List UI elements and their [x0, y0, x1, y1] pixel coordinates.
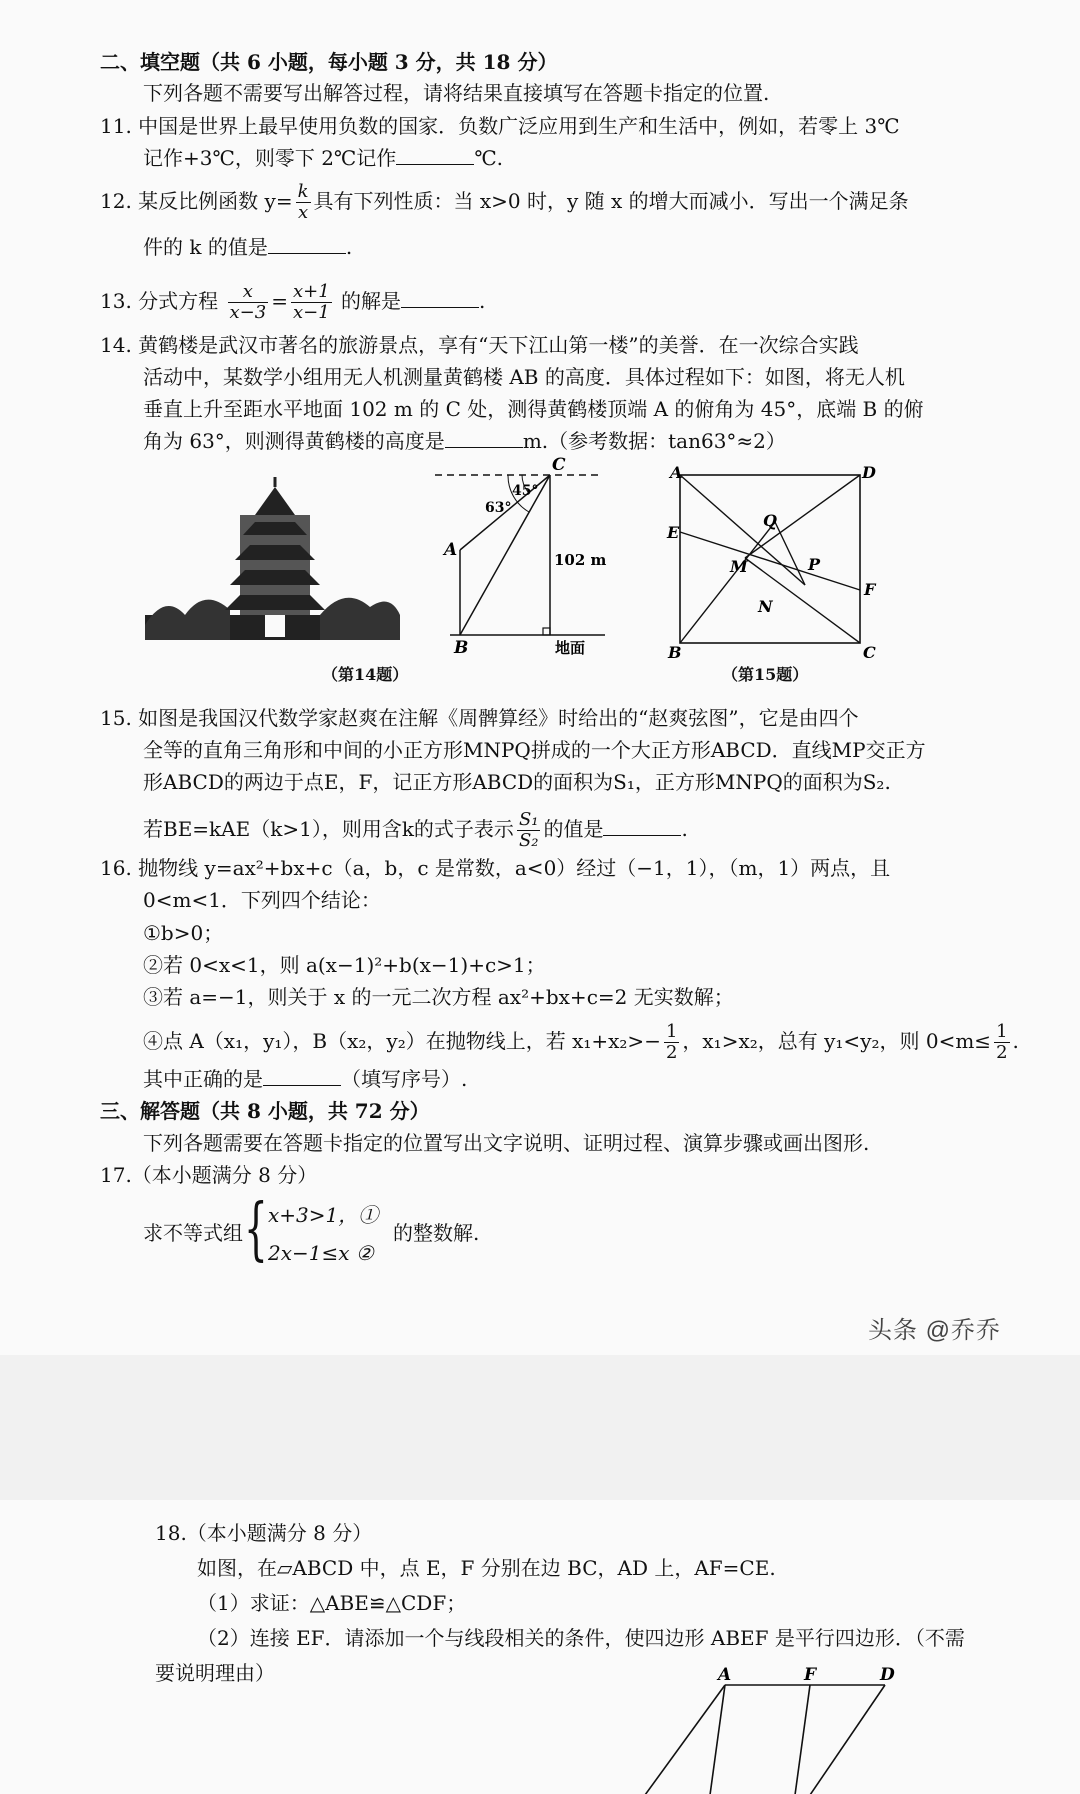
q15-line1: 15. 如图是我国汉代数学家赵爽在注解《周髀算经》时给出的“赵爽弦图”，它是由四个 — [100, 706, 859, 730]
q12-end: . — [345, 235, 353, 259]
q13-num1: x — [228, 282, 269, 303]
q18-label-D: D — [880, 1665, 895, 1685]
q12-line1 — [100, 182, 909, 223]
q15-text-a: 若BE=kAE（k>1），则用含k的式子表示 — [143, 817, 514, 841]
q17-ineq1: x+3>1，① — [268, 1203, 379, 1227]
q18-label-A: A — [718, 1665, 732, 1685]
q15-line4 — [143, 810, 688, 851]
q16-c4-num1: 1 — [665, 1021, 678, 1042]
q12-answer-blank[interactable] — [268, 236, 346, 254]
q12-text-a: 12. 某反比例函数 y= — [100, 189, 293, 213]
q15-denominator: S₂ — [518, 830, 539, 851]
q17-head: 17.（本小题满分 8 分） — [100, 1163, 318, 1187]
q15-fraction — [517, 810, 541, 851]
q16-c4-end: . — [1012, 1029, 1019, 1053]
q11-unit: ℃. — [474, 146, 504, 170]
section2-instruction: 下列各题不需要写出解答过程，请将结果直接填写在答题卡指定的位置. — [143, 81, 770, 105]
q14-text-a: 角为 63°，则测得黄鹤楼的高度是 — [143, 429, 445, 453]
yellow-crane-tower-image — [145, 475, 405, 655]
fig15-label-M: M — [730, 557, 748, 576]
fig14-caption: （第14题） — [322, 665, 409, 684]
q17-brace: { — [244, 1190, 268, 1269]
fig15-label-N: N — [758, 597, 773, 616]
q11-line2 — [143, 145, 503, 171]
q11-answer-blank[interactable] — [396, 147, 474, 165]
fig14-diagram — [430, 455, 630, 655]
fig15-label-Q: Q — [763, 511, 777, 530]
q15-line2: 全等的直角三角形和中间的小正方形MNPQ拼成的一个大正方形ABCD．直线MP交正方 — [143, 738, 926, 762]
fig14-label-B: B — [454, 638, 469, 655]
q18-line1: 如图，在▱ABCD 中，点 E，F 分别在边 BC，AD 上，AF=CE. — [197, 1556, 776, 1580]
q18-part2: （2）连接 EF．请添加一个与线段相关的条件，使四边形 ABEF 是平行四边形．（不需 — [197, 1626, 965, 1650]
q18-label-F: F — [804, 1665, 817, 1685]
q13-suffix: 的解是 — [341, 289, 402, 313]
q14-line4 — [143, 428, 786, 454]
q16-c4-num2: 1 — [996, 1021, 1008, 1042]
q16-answer-text-b: （填写序号）. — [341, 1067, 468, 1091]
q11-text: 记作+3℃，则零下 2℃记作 — [143, 146, 397, 170]
q16-line2: 0<m<1．下列四个结论： — [143, 888, 381, 912]
fig15-label-C: C — [863, 643, 876, 662]
q12-numerator: k — [297, 181, 309, 202]
q15-text-b: 的值是 — [543, 817, 604, 841]
q15-line3: 形ABCD的两边于点E，F，记正方形ABCD的面积为S₁，正方形MNPQ的面积为S₂. — [143, 770, 891, 794]
fig15-label-E: E — [667, 523, 680, 542]
q13-line — [100, 282, 485, 323]
q16-conclusion-1: ①b>0； — [143, 921, 224, 945]
q12-line2 — [143, 234, 352, 260]
q16-conclusion-3: ③若 a=−1，则关于 x 的一元二次方程 ax²+bx+c=2 无实数解； — [143, 985, 734, 1009]
q13-den1: x−3 — [229, 302, 267, 323]
q13-den2: x−1 — [292, 302, 330, 323]
fig15-diagram — [660, 460, 880, 665]
q12-text-c: 件的 k 的值是 — [143, 235, 268, 259]
q14-line1: 14. 黄鹤楼是武汉市著名的旅游景点，享有“天下江山第一楼”的美誉．在一次综合实践 — [100, 333, 859, 357]
q18-part2-cont: 要说明理由） — [155, 1661, 275, 1685]
q13-prefix: 13. 分式方程 — [100, 289, 219, 313]
q17-prefix: 求不等式组 — [143, 1221, 243, 1245]
q16-c4-fraction-2 — [994, 1022, 1009, 1063]
fig15-label-B: B — [668, 643, 682, 662]
q16-c4-text-b: ，x₁>x₂，总有 y₁<y₂，则 0<m≤ — [682, 1029, 992, 1053]
q13-end: . — [479, 289, 486, 313]
q16-c4-den1: 2 — [665, 1042, 678, 1063]
q18-head: 18.（本小题满分 8 分） — [155, 1521, 373, 1545]
q16-conclusion-2: ②若 0<x<1，则 a(x−1)²+b(x−1)+c>1； — [143, 953, 546, 977]
q16-c4-text-a: ④点 A（x₁，y₁），B（x₂，y₂）在抛物线上，若 x₁+x₂>− — [143, 1029, 661, 1053]
q14-text-b: m.（参考数据：tan63°≈2） — [522, 429, 786, 453]
page-gap — [0, 1355, 1080, 1500]
q16-c4-fraction-1 — [664, 1022, 679, 1063]
watermark: 头条 @乔乔 — [868, 1317, 1002, 1344]
q16-c4-den2: 2 — [996, 1042, 1008, 1063]
section3-title: 三、解答题（共 8 小题，共 72 分） — [100, 1099, 430, 1123]
q16-answer-blank[interactable] — [263, 1068, 341, 1086]
fig14-height: 102 m — [554, 551, 607, 569]
q13-answer-blank[interactable] — [401, 290, 479, 308]
section2-title: 二、填空题（共 6 小题，每小题 3 分，共 18 分） — [100, 50, 558, 74]
q18-part1: （1）求证：△ABE≌△CDF； — [197, 1591, 467, 1615]
q14-answer-blank[interactable] — [445, 430, 523, 448]
fig14-label-A: A — [444, 540, 458, 560]
fig14-ground: 地面 — [555, 639, 586, 655]
q13-fraction-right — [291, 282, 332, 323]
q15-answer-blank[interactable] — [603, 818, 681, 836]
fig14-label-C: C — [552, 455, 566, 475]
q12-denominator: x — [297, 202, 309, 223]
section3-instruction: 下列各题需要在答题卡指定的位置写出文字说明、证明过程、演算步骤或画出图形. — [143, 1131, 870, 1155]
q14-line3: 垂直上升至距水平地面 102 m 的 C 处，测得黄鹤楼顶端 A 的俯角为 45°，底端 B 的俯 — [143, 397, 924, 421]
q12-text-b: 具有下列性质：当 x>0 时，y 随 x 的增大而减小．写出一个满足条 — [313, 189, 909, 213]
q15-end: . — [681, 817, 688, 841]
q13-equals: = — [271, 289, 288, 313]
fig15-label-P: P — [808, 555, 821, 574]
fig15-label-A: A — [670, 463, 683, 482]
fig14-angle63: 63° — [485, 500, 512, 516]
q12-fraction — [296, 182, 311, 223]
q16-line1: 16. 抛物线 y=ax²+bx+c（a，b，c 是常数，a<0）经过（−1，1），（m，1）两点，且 — [100, 856, 891, 880]
q16-answer-line — [143, 1066, 467, 1092]
q13-fraction-left — [228, 282, 269, 323]
exam-page-2 — [0, 1500, 1080, 1794]
q17-suffix: 的整数解. — [393, 1221, 480, 1245]
q17-ineq2: 2x−1≤x ② — [268, 1241, 374, 1265]
fig15-label-F: F — [864, 580, 876, 599]
q16-conclusion-4 — [143, 1022, 1019, 1063]
q14-line2: 活动中，某数学小组用无人机测量黄鹤楼 AB 的高度．具体过程如下：如图，将无人机 — [143, 365, 905, 389]
q13-num2: x+1 — [292, 281, 330, 302]
fig15-label-D: D — [862, 463, 876, 482]
fig14-angle45: 45° — [512, 483, 539, 499]
q11-line1: 11. 中国是世界上最早使用负数的国家．负数广泛应用到生产和生活中，例如，若零上 3℃ — [100, 114, 900, 138]
q16-answer-text-a: 其中正确的是 — [143, 1067, 263, 1091]
fig15-caption: （第15题） — [722, 665, 809, 684]
q15-numerator: S₁ — [518, 809, 539, 830]
q18-parallelogram-diagram — [630, 1650, 920, 1794]
